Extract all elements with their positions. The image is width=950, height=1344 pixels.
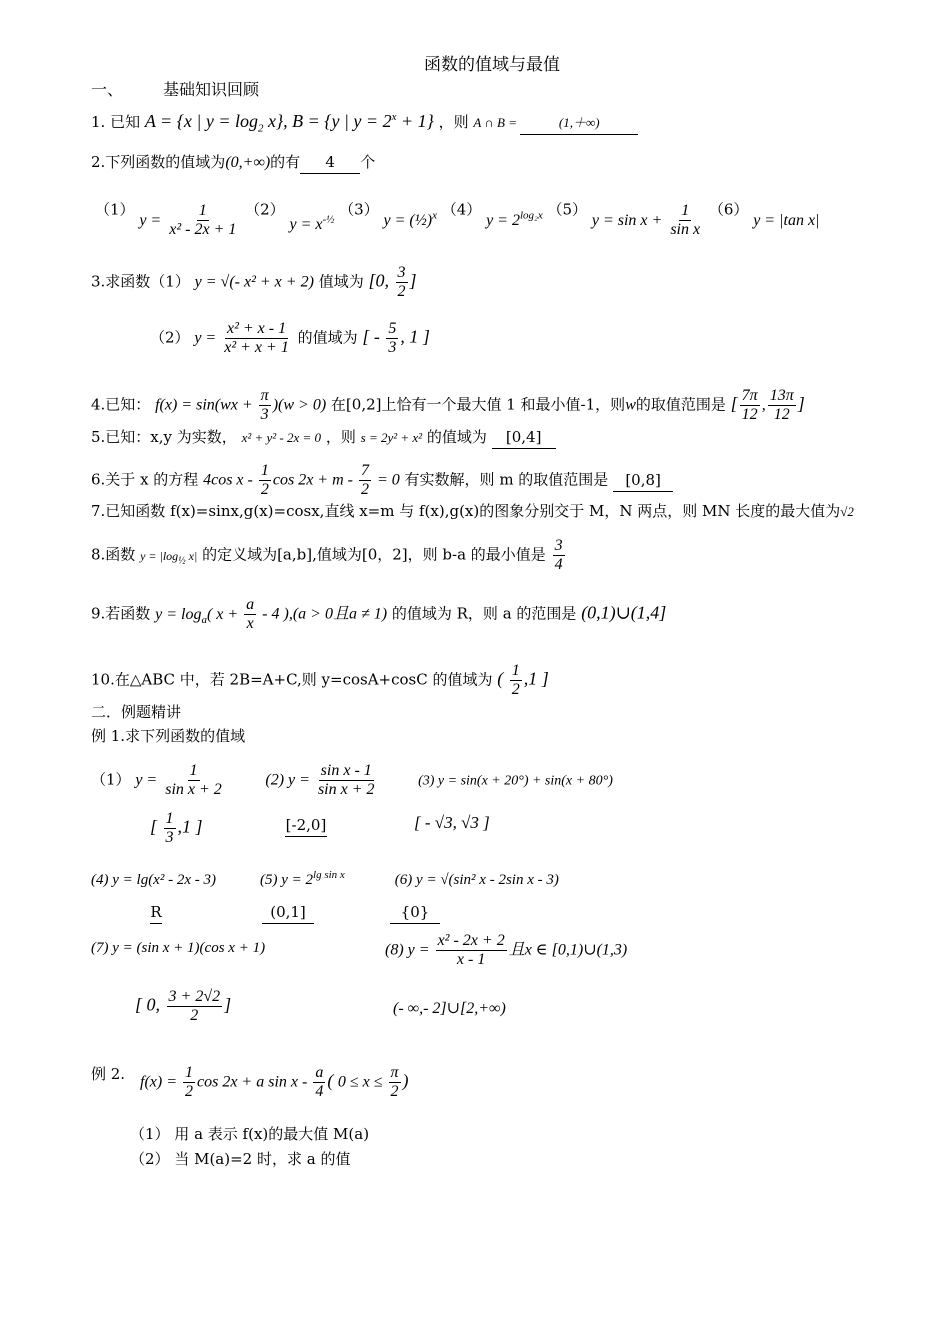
question-8: 8.函数 $y = |\log_{\frac{1}{2}}$ x| 的定义域为[a,b],值域为[0，2]，则 b-a 的最小值是 $\frac{3}{4}$ <box>91 537 563 573</box>
question-5: 5.已知：x,y 为实数， x² + y² - 2x = 0 ，则 s = 2y² + x² 的值域为 [0,4] <box>91 426 556 449</box>
example-1-answers-row-1: [ $\frac{1}{3}$ ,1 ] <box>150 810 203 846</box>
question-9: 9.若函数 $y = \log_a$( x + $\frac{a}{x}$ - 4 ),(a > 0且a ≠ 1) 的值域为 R，则 a 的范围是 (0,1)∪(1,4] <box>91 596 667 632</box>
question-7: 7.已知函数 f(x)=sinx,g(x)=cosx,直线 x=m 与 f(x),g(x)的图象分别交于 M，N 两点，则 MN 长度的最大值为√2 <box>91 502 854 520</box>
example-1-row-3b: (8) y = $\frac{\text{x² - 2x + 2}}{x - 1}$ 且x ∈ [0,1)∪(1,3) <box>385 932 628 968</box>
question-2: 2.下列函数的值域为(0,+∞)的有 4 个 <box>91 151 375 174</box>
example-1-row-3a: (7) y = (sin x + 1)(cos x + 1) <box>91 940 266 956</box>
example-1-row-1: （1） y = $\frac{1}{\text{sin x + 2}}$ (2) y = $\frac{\text{sin x - 1}}{\text{sin x + 2}}$ (3) y = sin(x + 20°) + sin(x + 80°) <box>91 762 613 798</box>
answer-2: 4 <box>300 151 360 174</box>
example-1-answer-3: [ - √3, √3 ] <box>414 813 490 832</box>
question-3-part-2: （2） y = $\frac{\text{x² + x - 1}}{\text{x² + x + 1}}$ 的值域为 [ - $\frac{5}{3}$ , 1 ] <box>150 320 430 356</box>
example-1-label: 例 1.求下列函数的值域 <box>91 727 246 745</box>
answer-1: (1,＋∞) <box>520 112 638 135</box>
example-2-sub-1: （1） 用 a 表示 f(x)的最大值 M(a) <box>130 1125 370 1143</box>
question-10: 10.在△ABC 中，若 2B=A+C,则 y=cosA+cosC 的值域为 ( $\frac{1}{2}$ ,1 ] <box>91 662 549 698</box>
section-heading-2: 二．例题精讲 <box>91 703 182 721</box>
example-1-answer-6: {0} <box>390 901 440 924</box>
example-1-answer-4: R <box>150 901 162 924</box>
example-1-answer-8: (- ∞,- 2]∪[2,+∞) <box>393 1000 506 1017</box>
example-1-answer-7: [ 0, $\frac{3 + 2√2}{2}$ ] <box>135 988 232 1024</box>
question-6: 6.关于 x 的方程 4cos x - $\frac{1}{2}$ cos 2x + m - $\frac{7}{2}$ = 0 有实数解，则 m 的取值范围是 [0,8] <box>91 462 673 499</box>
example-1-answer-5: (0,1] <box>262 901 314 924</box>
question-3: 3.求函数（1） y = √(- x² + x + 2) 值域为 [0, $\frac{3}{2}$ ] <box>91 264 417 300</box>
section-heading-1: 一、 基础知识回顾 <box>91 80 260 99</box>
example-2-formula: f(x) = $\frac{1}{2}$ cos 2x + a sin x - $\frac{a}{4}$ ( 0 ≤ x ≤ $\frac{\pi}{2}$ ) <box>140 1064 409 1100</box>
example-1-row-2: (4) y = lg(x² - 2x - 3) (5) $y = 2^{lg sin x}$ (6) y = √(sin² x - 2sin x - 3) <box>91 869 559 888</box>
question-2-options: （1） y = $\frac{1}{\text{x² - 2x + 1}}$ （2） $y = x^{-\frac{1}{2}}$ （3） y = (½)$^x$ （4） $y = 2^{log_2x}$ （5） y = sin x + $\frac{1}{\text{sin x}}$ （6） y = |tan x| <box>95 200 820 238</box>
answer-6: [0,8] <box>613 469 673 492</box>
example-2-sub-2: （2） 当 M(a)=2 时，求 a 的值 <box>130 1150 351 1168</box>
answer-5: [0,4] <box>492 426 556 449</box>
example-1-answer-2: [-2,0] <box>285 814 327 837</box>
question-4: 4.已知： f(x) = sin(wx + $\frac{\pi}{3}$ )(w > 0) 在[0,2]上恰有一个最大值 1 和最小值-1，则w的取值范围是 [ $\frac{7\pi}{12}$ , $\frac{13\pi}{12}$ ] <box>91 387 805 423</box>
question-1: 1. 已知 A = {x | $y = \log_2 x$}, B = {y | $y = 2^x + 1$} ，则 A ∩ B = (1,＋∞) <box>91 106 638 140</box>
page-title: 函数的值域与最值 <box>424 55 560 75</box>
example-2-label: 例 2. <box>91 1065 126 1083</box>
